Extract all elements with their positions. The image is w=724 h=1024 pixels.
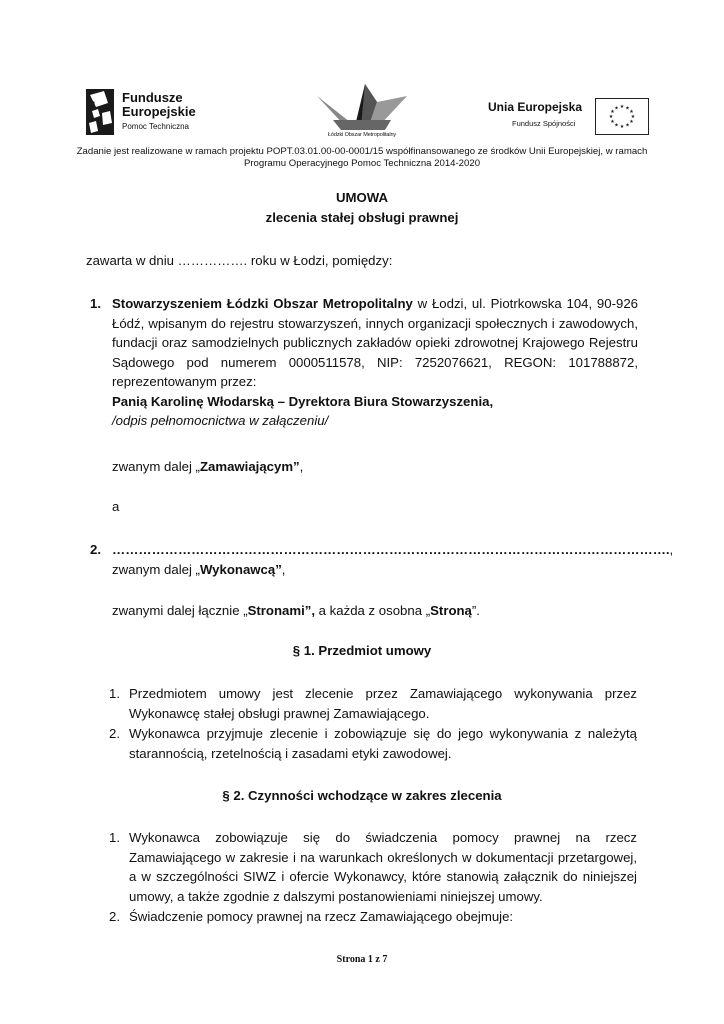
and-connector: a xyxy=(112,499,120,514)
section1-item1-text: Przedmiotem umowy jest zlecenie przez Zamawiającego wykonywania przez Wykonawcę stałej obsługi prawnej Zamawiającego. xyxy=(129,686,637,721)
party2-called xyxy=(112,560,612,580)
svg-text:★: ★ xyxy=(608,114,614,120)
together-name1: Stronami”, xyxy=(247,603,316,618)
fe-logo-line2: Europejskie xyxy=(122,104,196,119)
intro-line: zawarta w dniu ……………. roku w Łodzi, pomiędzy: xyxy=(86,253,393,268)
party1-paragraph xyxy=(112,294,638,392)
party1-details: w Łodzi, ul. Piotrkowska 104, 90-926 Łódź, wpisanym do rejestru stowarzyszeń, innych organizacji społecznych i zawodowych, fundacji oraz samodzielnych publicznych zakładów opieki zdrowotnej Krajowego Rejestru Sądowego pod numerem 0000511578, NIP: 7252076621, REGON: 101788872, reprezentowanym przez: xyxy=(112,296,638,389)
section1-item2-text: Wykonawca przyjmuje zlecenie i zobowiązuje się do jego wykonywania z należytą starannością, rzetelnością i zasadami etyki zawodowej. xyxy=(129,726,637,761)
together-name2: Stroną xyxy=(430,603,472,618)
eu-flag-icon xyxy=(595,98,649,135)
section2-heading: § 2. Czynności wchodzące w zakres zlecenia xyxy=(222,788,502,803)
svg-text:★: ★ xyxy=(625,105,630,112)
fe-logo-line3: Pomoc Techniczna xyxy=(122,122,189,131)
party1-called xyxy=(112,457,612,477)
party1-called-prefix: zwanym dalej „ xyxy=(112,459,200,474)
party1-note: /odpis pełnomocnictwa w załączeniu/ xyxy=(112,413,329,428)
svg-text:★: ★ xyxy=(630,114,636,120)
fe-stars-icon xyxy=(86,89,114,135)
section1-item1-number: 1. xyxy=(109,686,120,701)
section2-item2-text: Świadczenie pomocy prawnej na rzecz Zamawiającego obejmuje: xyxy=(129,909,514,924)
section2-item1-text: Wykonawca zobowiązuje się do świadczenia pomocy prawnej na rzecz Zamawiającego w zakresie i na warunkach określonych w dokumentacji przetargowej, a w szczególności SIWZ i ofercie Wykonawcy, które stanowią załącznik do niniejszej umowy, a także zgodnie z dalszymi postanowieniami niniejszej umowy. xyxy=(129,830,637,904)
svg-text:★: ★ xyxy=(629,119,634,125)
document-subtitle: zlecenia stałej obsługi prawnej xyxy=(265,210,459,225)
svg-text:★: ★ xyxy=(614,122,619,129)
party1-representative: Panią Karolinę Włodarską – Dyrektora Biura Stowarzyszenia, xyxy=(112,393,494,409)
fundusze-europejskie-logo xyxy=(86,89,216,139)
party2-called-name: Wykonawcą” xyxy=(199,562,282,577)
together-suffix: ”. xyxy=(471,603,480,618)
svg-text:★: ★ xyxy=(625,122,630,129)
party1-number: 1. xyxy=(90,296,101,311)
party1-called-suffix: , xyxy=(299,459,304,474)
section1-heading: § 1. Przedmiot umowy xyxy=(292,643,432,658)
svg-text:★: ★ xyxy=(619,124,625,130)
party1-called-name: Zamawiającym” xyxy=(199,459,300,474)
party2-dots: ………………………………………………………………………………………………………………. xyxy=(112,542,670,557)
party2-called-prefix: zwanym dalej „ xyxy=(112,562,200,577)
party1-name: Stowarzyszeniem Łódzki Obszar Metropolitalny xyxy=(112,296,413,311)
section1-item2-number: 2. xyxy=(109,726,120,741)
page-number-footer: Strona 1 z 7 xyxy=(336,954,388,965)
section2-item1-number: 1. xyxy=(109,830,120,845)
party2-number: 2. xyxy=(90,542,101,557)
section2-item2-number: 2. xyxy=(109,909,120,924)
fe-logo-line1: Fundusze xyxy=(122,90,183,105)
together-middle: a każda z osobna „ xyxy=(315,603,431,618)
together-prefix: zwanymi dalej łącznie „ xyxy=(112,603,248,618)
lom-logo xyxy=(312,82,412,144)
unia-europejska-logo xyxy=(484,98,654,138)
svg-text:★: ★ xyxy=(629,109,634,115)
svg-text:★: ★ xyxy=(610,119,615,125)
party1-block xyxy=(112,294,638,431)
svg-text:★: ★ xyxy=(610,109,615,115)
ue-logo-line2: Fundusz Spójności xyxy=(512,119,576,128)
svg-text:★: ★ xyxy=(614,105,619,112)
svg-text:★: ★ xyxy=(619,104,625,110)
ue-logo-line1: Unia Europejska xyxy=(488,100,583,114)
paper-boat-icon xyxy=(315,82,409,132)
lom-logo-caption: Łódzki Obszar Metropolitalny xyxy=(327,132,397,138)
party2-line xyxy=(112,540,674,560)
parties-together xyxy=(112,601,632,621)
document-title: UMOWA xyxy=(335,190,388,205)
funding-note: Zadanie jest realizowane w ramach projektu POPT.03.01.00-00-0001/15 współfinansowanego ze środków Unii Europejskiej, w ramach Programu Operacyjnego Pomoc Techniczna 2014-2020 xyxy=(76,146,648,169)
party2-dots-suffix: , xyxy=(669,542,674,557)
party2-called-suffix: , xyxy=(281,562,286,577)
